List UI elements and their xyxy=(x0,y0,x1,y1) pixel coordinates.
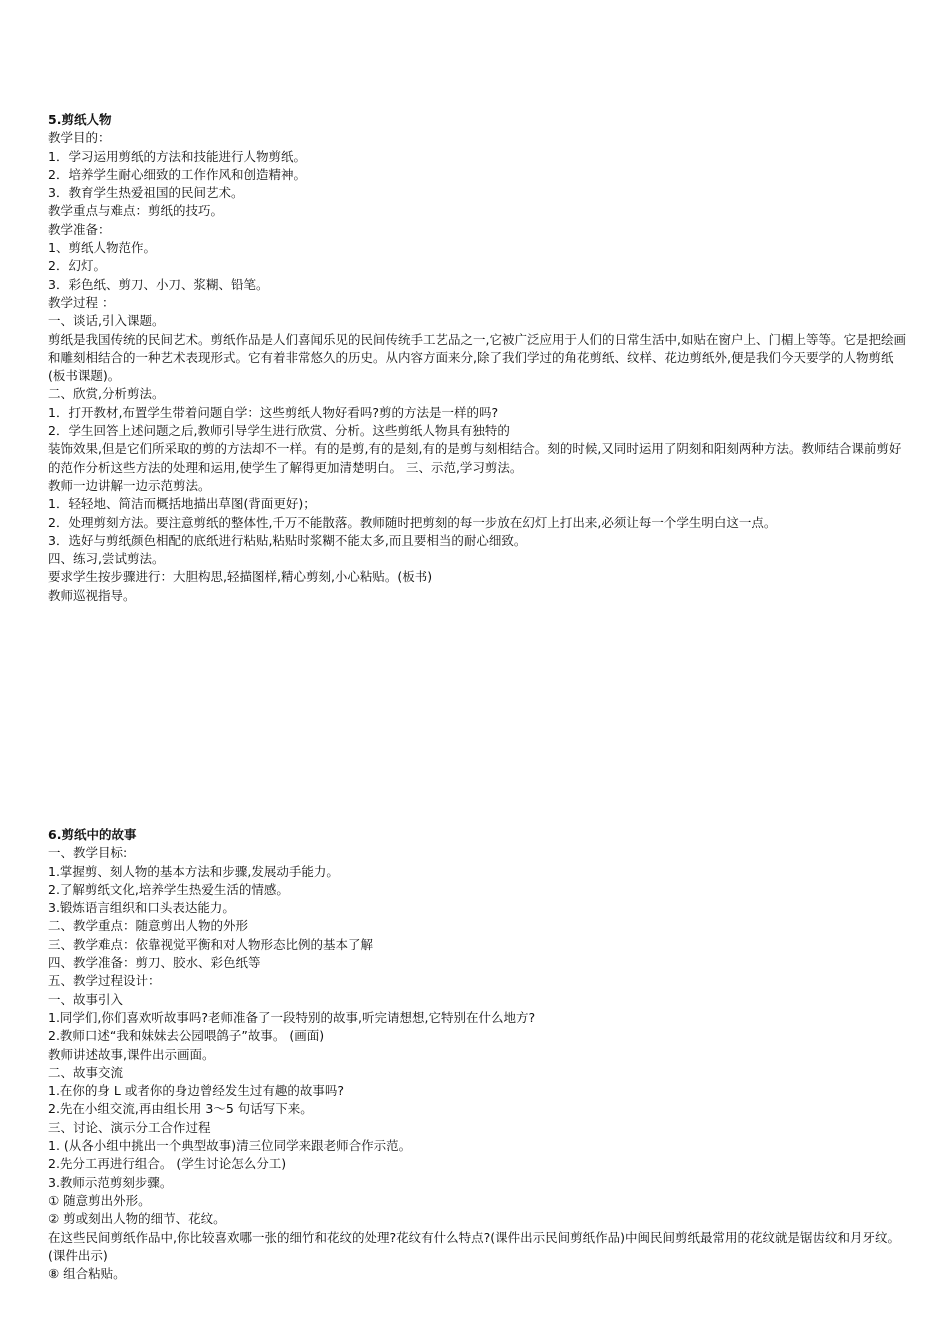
text-line: 教学目的： xyxy=(48,130,111,146)
text-line: 1．学习运用剪纸的方法和技能进行人物剪纸。 xyxy=(48,148,306,164)
text-line: 教师讲述故事,课件出示画面。 xyxy=(48,1046,215,1062)
text-line: 2.先在小组交流,再由组长用 3～5 句话写下来。 xyxy=(48,1101,313,1117)
text-line: 二、欣赏,分析剪法。 xyxy=(48,386,165,402)
text-line: ② 剪或刻出人物的细节、花纹。 xyxy=(48,1211,226,1227)
text-line: 教师一边讲解一边示范剪法。 xyxy=(48,477,211,493)
text-line: 3．选好与剪纸颜色相配的底纸进行粘贴,粘贴时浆糊不能太多,而且要相当的耐心细致。 xyxy=(48,532,527,548)
text-line: 教学准备： xyxy=(48,221,111,237)
text-line: 三、教学难点：依靠视觉平衡和对人物形态比例的基本了解 xyxy=(48,936,374,952)
text-paragraph: 装饰效果,但是它们所采取的剪的方法却不一样。有的是剪,有的是刻,有的是剪与刻相结合。刻的时候,又同时运用了阴刻和阳刻两种方法。教师结合课前剪好的范作分析这些方法的处理和运用,使学生了解得更加清楚明白。 三、示范,学习剪法。 xyxy=(48,441,902,475)
text-line: 二、教学重点：随意剪出人物的外形 xyxy=(48,918,249,934)
text-line: 三、讨论、演示分工合作过程 xyxy=(48,1119,211,1135)
text-line: 2.了解剪纸文化,培养学生热爱生活的情感。 xyxy=(48,881,289,897)
text-line: 教师巡视指导。 xyxy=(48,587,136,603)
text-line: 五、教学过程设计： xyxy=(48,973,161,989)
text-paragraph: 剪纸是我国传统的民间艺术。剪纸作品是人们喜闻乐见的民间传统手工艺品之一,它被广泛应用于人们的日常生活中,如贴在窗户上、门楣上等等。它是把绘画和雕刻相结合的一种艺术表现形式。它有着非常悠久的历史。从内容方面来分,除了我们学过的角花剪纸、纹样、花边剪纸外,便是我们今天要学的人物剪纸(板书课题)。 xyxy=(48,331,906,384)
text-line: 2．幻灯。 xyxy=(48,258,106,274)
text-line: 四、练习,尝试剪法。 xyxy=(48,551,165,567)
lesson-5-section xyxy=(48,111,908,605)
lesson-6-title: 6.剪纸中的故事 xyxy=(48,827,137,842)
text-line: ① 随意剪出外形。 xyxy=(48,1192,151,1208)
text-line: ⑧ 组合粘贴。 xyxy=(48,1266,126,1282)
text-line: 1．打开教材,布置学生带着问题自学：这些剪纸人物好看吗?剪的方法是一样的吗? xyxy=(48,404,499,420)
text-line: 一、教学目标: xyxy=(48,845,128,861)
text-line: 3.教师示范剪刻步骤。 xyxy=(48,1174,173,1190)
text-line: 3．教育学生热爱祖国的民间艺术。 xyxy=(48,185,244,201)
text-line: 四、教学准备：剪刀、胶水、彩色纸等 xyxy=(48,955,261,971)
text-line: 3.锻炼语言组织和口头表达能力。 xyxy=(48,900,235,916)
text-line: 二、故事交流 xyxy=(48,1064,124,1080)
text-line: 2．处理剪刻方法。要注意剪纸的整体性,千万不能散落。教师随时把剪刻的每一步放在幻灯上打出来,必须让每一个学生明白这一点。 xyxy=(48,514,777,530)
text-line: 教学过程 ： xyxy=(48,294,115,310)
text-line: 2.教师口述“我和妹妹去公园喂鸽子”故事。 (画面) xyxy=(48,1028,325,1044)
lesson-6-section xyxy=(48,826,908,1283)
text-line: 要求学生按步骤进行：大胆构思,轻描图样,精心剪刻,小心粘贴。(板书) xyxy=(48,569,433,585)
text-line: 1、剪纸人物范作。 xyxy=(48,240,156,256)
text-line: 1. (从各小组中挑出一个典型故事)清三位同学来跟老师合作示范。 xyxy=(48,1138,412,1154)
text-line: 1.在你的身 L 或者你的身边曾经发生过有趣的故事吗? xyxy=(48,1083,344,1099)
text-line: 1．轻轻地、简洁而概括地描出草图(背面更好)； xyxy=(48,496,316,512)
text-line: 一、故事引入 xyxy=(48,991,124,1007)
text-line: 一、谈话,引入课题。 xyxy=(48,313,165,329)
text-line: 1.掌握剪、刻人物的基本方法和步骤,发展动手能力。 xyxy=(48,863,339,879)
text-line: 2.先分工再进行组合。 (学生讨论怎么分工) xyxy=(48,1156,287,1172)
text-line: 教学重点与难点：剪纸的技巧。 xyxy=(48,203,224,219)
text-line: 2．学生回答上述问题之后,教师引导学生进行欣赏、分析。这些剪纸人物具有独特的 xyxy=(48,423,510,439)
text-line: 1.同学们,你们喜欢听故事吗?老师准备了一段特别的故事,听完请想想,它特别在什么地方? xyxy=(48,1009,536,1025)
text-line: 3．彩色纸、剪刀、小刀、浆糊、铅笔。 xyxy=(48,276,269,292)
text-line: 2．培养学生耐心细致的工作作风和创造精神。 xyxy=(48,166,306,182)
text-paragraph: 在这些民间剪纸作品中,你比较喜欢哪一张的细竹和花纹的处理?花纹有什么特点?(课件出示民间剪纸作品)中闽民间剪纸最常用的花纹就是锯齿纹和月牙纹。 (课件出示) xyxy=(48,1229,900,1263)
lesson-5-title: 5.剪纸人物 xyxy=(48,112,112,127)
